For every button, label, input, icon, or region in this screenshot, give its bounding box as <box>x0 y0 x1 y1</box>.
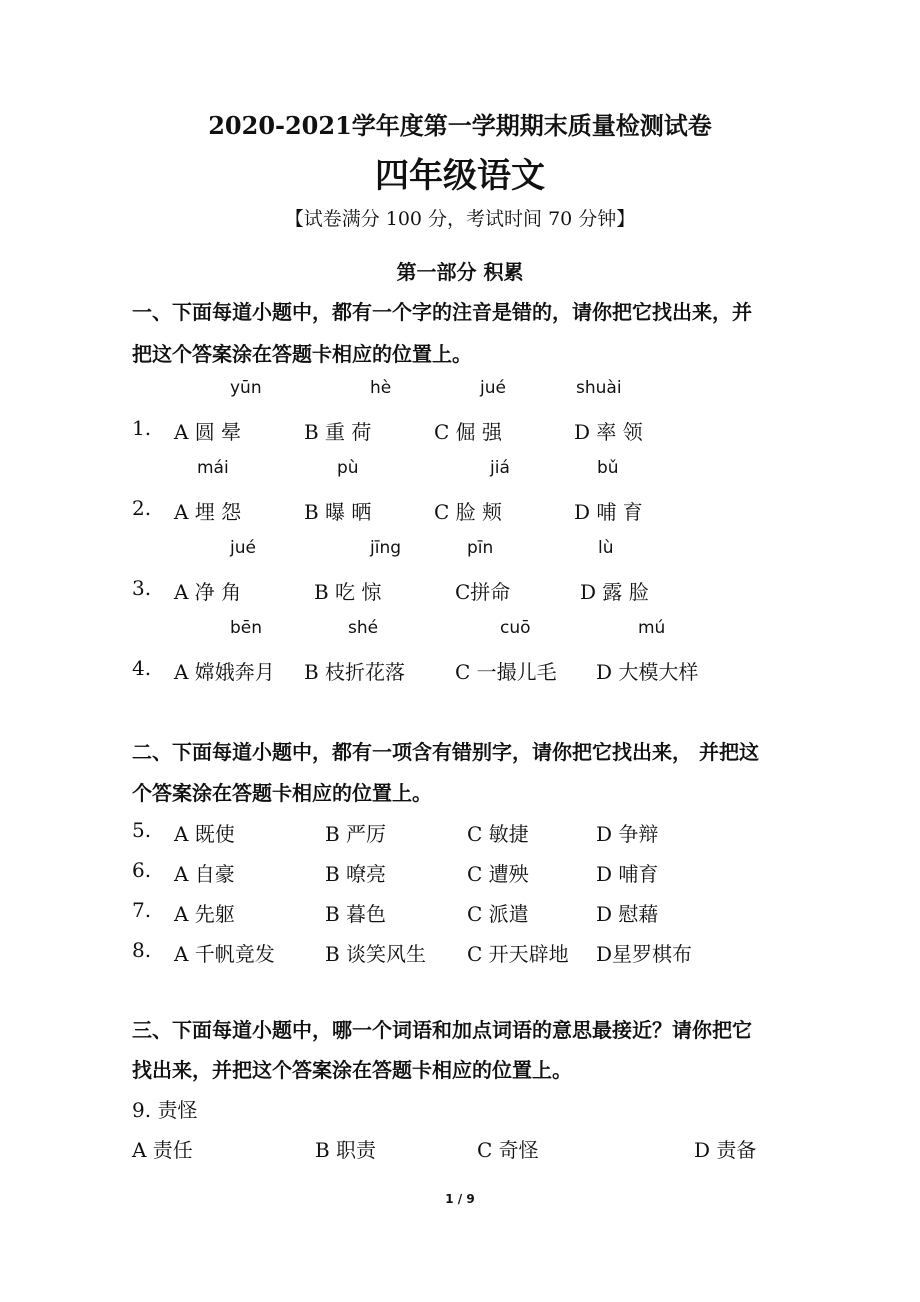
option-d: D 大模大样 <box>596 660 699 684</box>
option-c: C 派遣 <box>467 902 529 926</box>
option-a: A 埋 怨 <box>174 500 242 524</box>
option-c: C拼命 <box>455 580 511 604</box>
option-c: C 奇怪 <box>477 1138 539 1162</box>
pinyin: cuō <box>500 618 531 638</box>
pinyin: jué <box>230 538 256 558</box>
question-stem: 9. 责怪 <box>132 1098 198 1122</box>
pinyin: shuài <box>576 378 622 398</box>
section3-instruction-line2: 找出来，并把这个答案涂在答题卡相应的位置上。 <box>132 1058 572 1082</box>
option-c: C 开天辟地 <box>467 942 569 966</box>
pinyin: mái <box>197 458 229 478</box>
option-b: B 曝 晒 <box>304 500 372 524</box>
pinyin: hè <box>370 378 392 398</box>
section2-instruction-line1: 二、下面每道小题中，都有一项含有错别字，请你把它找出来， 并把这 <box>132 740 759 764</box>
option-a: A 嫦娥奔月 <box>174 660 275 684</box>
option-b: B 严厉 <box>325 822 387 846</box>
option-c: C 一撮儿毛 <box>455 660 557 684</box>
option-a: A 净 角 <box>174 580 242 604</box>
option-b: B 枝折花落 <box>304 660 406 684</box>
option-c: C 倔 强 <box>434 420 503 444</box>
pinyin: pù <box>337 458 359 478</box>
pinyin: jué <box>480 378 506 398</box>
option-d: D 露 脸 <box>580 580 649 604</box>
exam-title: 2020-2021学年度第一学期期末质量检测试卷 <box>208 111 712 140</box>
option-a: A 自豪 <box>174 862 235 886</box>
option-b: B 吃 惊 <box>314 580 382 604</box>
pinyin: shé <box>348 618 379 638</box>
section1-instruction-line1: 一、下面每道小题中，都有一个字的注音是错的，请你把它找出来，并 <box>132 300 752 324</box>
pinyin: jīng <box>370 538 402 558</box>
pinyin: mú <box>638 618 666 638</box>
option-a: A 责任 <box>132 1138 193 1162</box>
page-number: 1 / 9 <box>445 1192 475 1206</box>
section2-instruction-line2: 个答案涂在答题卡相应的位置上。 <box>132 781 432 805</box>
option-b: B 嘹亮 <box>325 862 387 886</box>
option-c: C 遭殃 <box>467 862 529 886</box>
option-d: D 率 领 <box>574 420 643 444</box>
option-c: C 脸 颊 <box>434 500 503 524</box>
section3-instruction-line1: 三、下面每道小题中，哪一个词语和加点词语的意思最接近？请你把它 <box>132 1018 752 1042</box>
question-number: 2. <box>132 496 152 520</box>
option-b: B 谈笑风生 <box>325 942 427 966</box>
option-d: D 责备 <box>694 1138 757 1162</box>
section1-instruction-line2: 把这个答案涂在答题卡相应的位置上。 <box>132 342 472 366</box>
question-number: 7. <box>132 898 152 922</box>
option-b: B 暮色 <box>325 902 387 926</box>
question-number: 4. <box>132 656 152 680</box>
exam-info: 【试卷满分 100 分，考试时间 70 分钟】 <box>284 208 636 230</box>
question-number: 3. <box>132 576 152 600</box>
option-b: B 重 荷 <box>304 420 372 444</box>
question-number: 5. <box>132 818 152 842</box>
option-a: A 千帆竟发 <box>174 942 275 966</box>
pinyin: bǔ <box>597 458 619 478</box>
option-c: C 敏捷 <box>467 822 529 846</box>
option-a: A 先躯 <box>174 902 235 926</box>
option-a: A 既使 <box>174 822 235 846</box>
question-number: 1. <box>132 416 152 440</box>
subject-title: 四年级语文 <box>375 156 545 196</box>
pinyin: pīn <box>467 538 494 558</box>
option-d: D 哺 育 <box>574 500 643 524</box>
option-a: A 圆 晕 <box>174 420 242 444</box>
pinyin: bēn <box>230 618 263 638</box>
pinyin: yūn <box>230 378 262 398</box>
option-b: B 职责 <box>315 1138 377 1162</box>
question-number: 6. <box>132 858 152 882</box>
question-number: 8. <box>132 938 152 962</box>
pinyin: jiá <box>490 458 510 478</box>
part-heading: 第一部分 积累 <box>396 260 524 284</box>
pinyin: lù <box>598 538 614 558</box>
option-d: D 哺育 <box>596 862 659 886</box>
option-d: D 争辩 <box>596 822 659 846</box>
option-d: D星罗棋布 <box>596 942 693 966</box>
option-d: D 慰藉 <box>596 902 659 926</box>
